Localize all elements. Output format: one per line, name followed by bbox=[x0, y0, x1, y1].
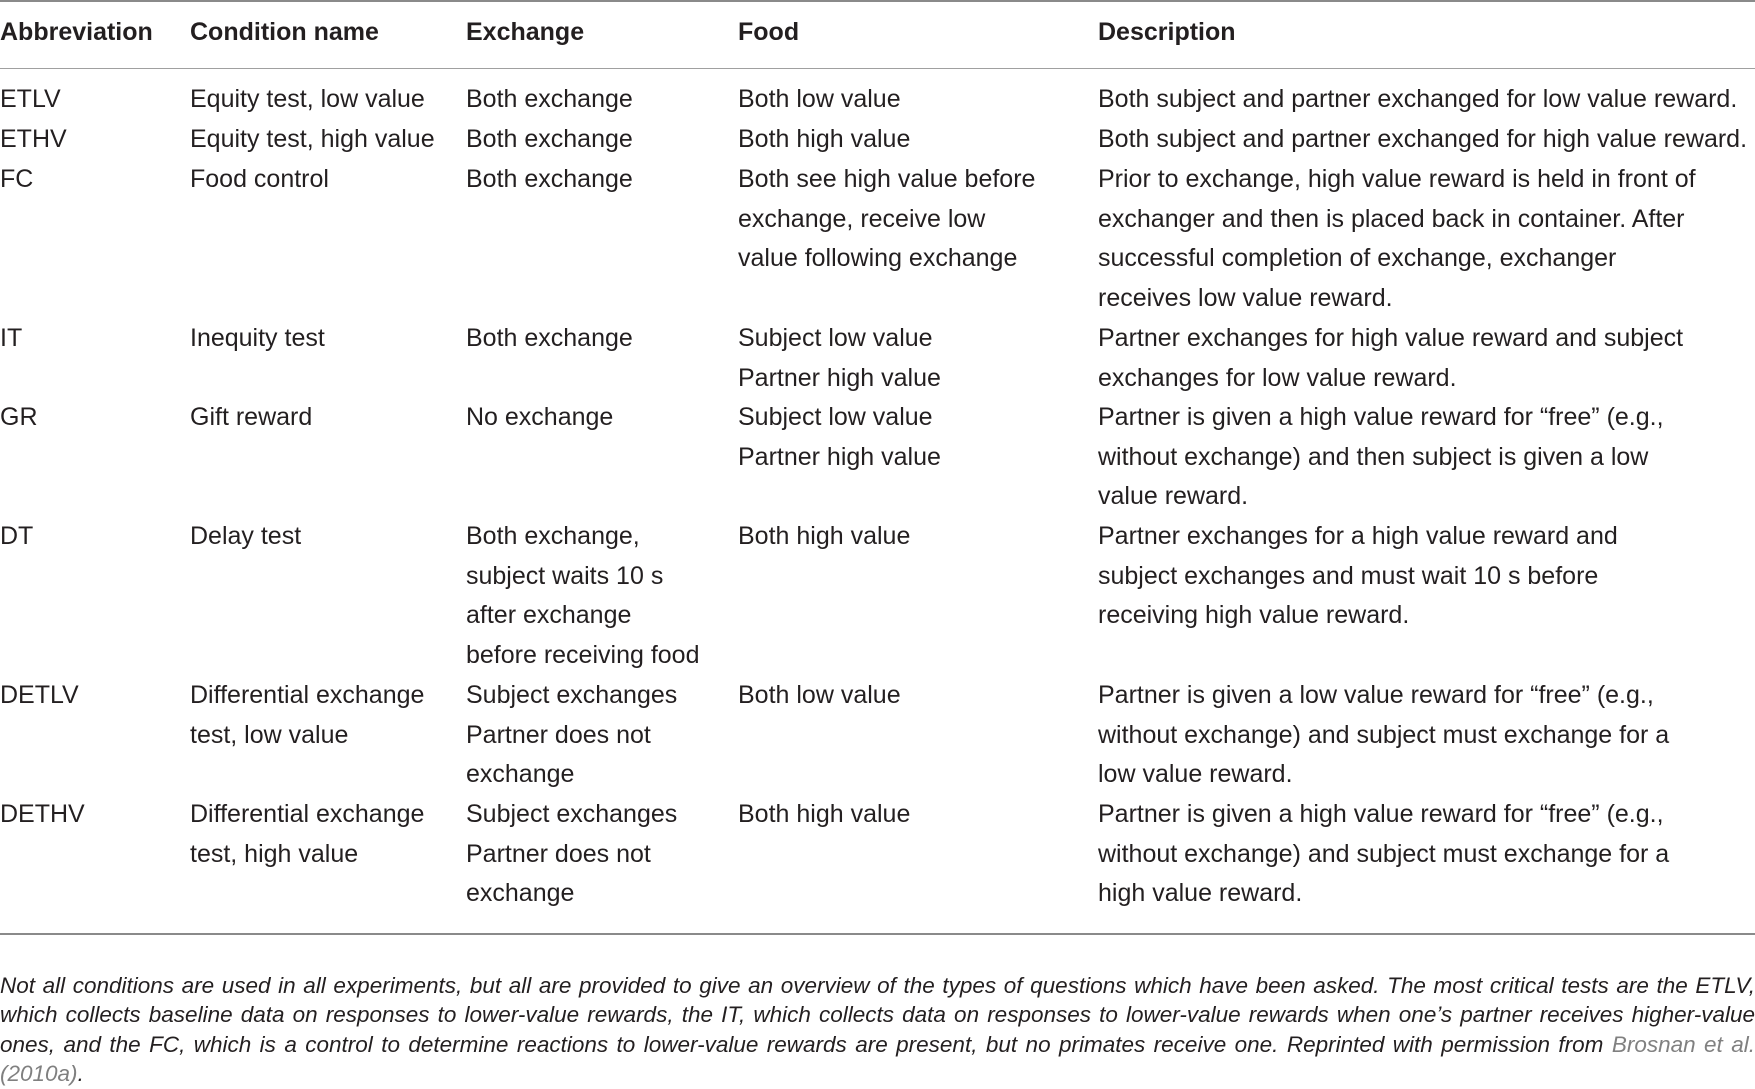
cell-condition-name: Delay test bbox=[190, 522, 302, 550]
cell-food: Both low value bbox=[738, 85, 901, 113]
cell-description: Both subject and partner exchanged for low value reward. bbox=[1098, 85, 1738, 113]
cell-description: Partner exchanges for a high value reward and subject exchanges and must wait 10 s before receiving high value reward. bbox=[1098, 522, 1618, 629]
cell-exchange: Both exchange bbox=[466, 324, 633, 352]
table-top-rule bbox=[0, 0, 1755, 2]
cell-condition-name: Equity test, low value bbox=[190, 85, 425, 113]
cell-exchange: Subject exchanges Partner does not exchange bbox=[466, 681, 678, 788]
cell-exchange: Both exchange bbox=[466, 165, 633, 193]
cell-description: Both subject and partner exchanged for high value reward. bbox=[1098, 125, 1748, 153]
cell-exchange: No exchange bbox=[466, 403, 614, 431]
header-condition-name: Condition name bbox=[190, 18, 379, 46]
cell-exchange: Both exchange bbox=[466, 125, 633, 153]
cell-exchange: Both exchange, subject waits 10 s after exchange before receiving food bbox=[466, 522, 700, 669]
cell-condition-name: Differential exchange test, high value bbox=[190, 800, 425, 868]
cell-description: Prior to exchange, high value reward is held in front of exchanger and then is placed back in container. After successful completion of exchange, exchanger receives low value reward. bbox=[1098, 165, 1696, 312]
footnote-end: . bbox=[77, 1061, 84, 1086]
header-exchange: Exchange bbox=[466, 18, 585, 46]
cell-exchange: Both exchange bbox=[466, 85, 633, 113]
cell-abbreviation: DETHV bbox=[0, 800, 85, 828]
header-food: Food bbox=[738, 18, 800, 46]
cell-food: Both low value bbox=[738, 681, 901, 709]
cell-abbreviation: ETLV bbox=[0, 85, 61, 113]
cell-exchange: Subject exchanges Partner does not exchange bbox=[466, 800, 678, 907]
cell-description: Partner is given a high value reward for “free” (e.g., without exchange) and subject must exchange for a high value reward. bbox=[1098, 800, 1670, 907]
cell-condition-name: Gift reward bbox=[190, 403, 313, 431]
cell-description: Partner is given a high value reward for “free” (e.g., without exchange) and then subject is given a low value reward. bbox=[1098, 403, 1664, 510]
cell-abbreviation: GR bbox=[0, 403, 38, 431]
cell-abbreviation: DT bbox=[0, 522, 34, 550]
header-abbreviation: Abbreviation bbox=[0, 18, 153, 46]
citation-link[interactable]: Brosnan et al. (2010a) bbox=[0, 1031, 1755, 1086]
table-footnote bbox=[0, 971, 1755, 1089]
cell-description: Partner exchanges for high value reward and subject exchanges for low value reward. bbox=[1098, 324, 1684, 392]
cell-abbreviation: IT bbox=[0, 324, 23, 352]
cell-condition-name: Inequity test bbox=[190, 324, 325, 352]
cell-food: Both high value bbox=[738, 800, 911, 828]
cell-condition-name: Food control bbox=[190, 165, 329, 193]
cell-condition-name: Equity test, high value bbox=[190, 125, 435, 153]
cell-food: Both see high value before exchange, receive low value following exchange bbox=[738, 165, 1036, 272]
cell-food: Both high value bbox=[738, 522, 911, 550]
cell-food: Subject low value Partner high value bbox=[738, 403, 941, 471]
cell-abbreviation: FC bbox=[0, 165, 34, 193]
cell-abbreviation: DETLV bbox=[0, 681, 79, 709]
header-description: Description bbox=[1098, 18, 1236, 46]
cell-food: Subject low value Partner high value bbox=[738, 324, 941, 392]
table-bottom-rule bbox=[0, 933, 1755, 935]
cell-description: Partner is given a low value reward for “free” (e.g., without exchange) and subject must exchange for a low value reward. bbox=[1098, 681, 1670, 788]
header-rule bbox=[0, 68, 1755, 69]
footnote-text: Not all conditions are used in all experiments, but all are provided to give an overview of the types of questions which have been asked. The most critical tests are the ETLV, which collects baseline data on responses to lower-value rewards, the IT, which collects data on responses to lower-value rewards when one’s partner receives higher-value ones, and the FC, which is a control to determine reactions to lower-value rewards are present, but no primates receive one. Reprinted with permission from bbox=[0, 972, 1755, 1057]
cell-abbreviation: ETHV bbox=[0, 125, 67, 153]
cell-food: Both high value bbox=[738, 125, 911, 153]
cell-condition-name: Differential exchange test, low value bbox=[190, 681, 425, 749]
